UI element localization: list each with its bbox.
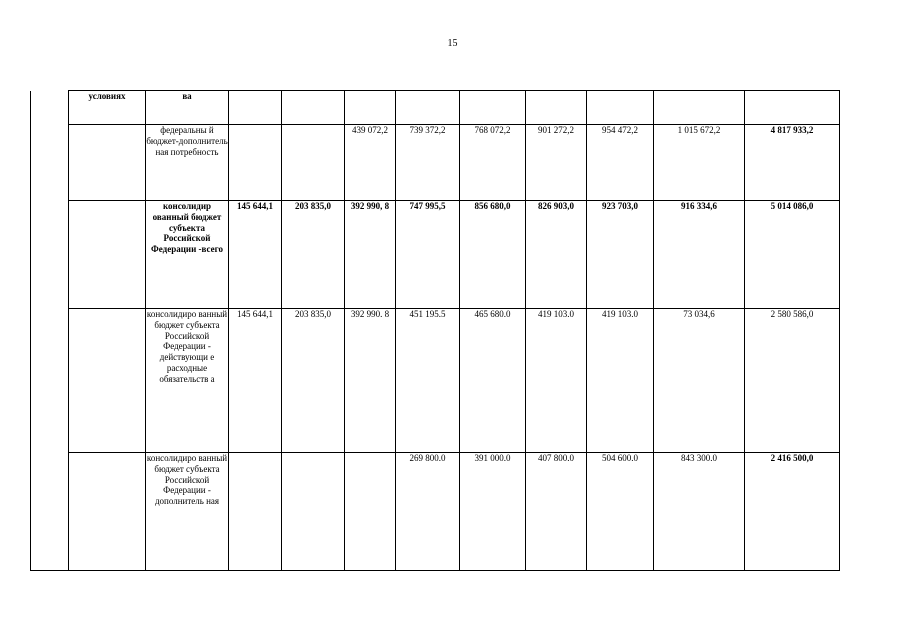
value-cell: 145 644,1	[229, 309, 282, 453]
value-cell: 203 835,0	[282, 309, 345, 453]
value-cell: 2 580 586,0	[745, 309, 840, 453]
category-cell	[69, 201, 146, 309]
header-row	[31, 91, 840, 125]
table-left-margin-cell	[31, 453, 69, 571]
value-cell: 2 416 500,0	[745, 453, 840, 571]
value-cell	[229, 453, 282, 571]
value-cell: 843 300.0	[654, 453, 745, 571]
value-cell: 4 817 933,2	[745, 125, 840, 201]
value-cell: 203 835,0	[282, 201, 345, 309]
value-cell: 73 034,6	[654, 309, 745, 453]
value-cell: 451 195.5	[396, 309, 460, 453]
value-cell	[345, 453, 396, 571]
value-cell: 923 703,0	[587, 201, 654, 309]
value-cell	[229, 91, 282, 125]
value-cell: 954 472,2	[587, 125, 654, 201]
value-cell: 5 014 086,0	[745, 201, 840, 309]
value-cell: 739 372,2	[396, 125, 460, 201]
category-cell	[69, 125, 146, 201]
category-cell	[69, 453, 146, 571]
value-cell: 826 903,0	[526, 201, 587, 309]
table-row	[31, 125, 840, 201]
value-cell: 391 000.0	[460, 453, 526, 571]
table-left-margin-cell	[31, 201, 69, 309]
table-left-margin-cell	[31, 91, 69, 125]
value-cell: 465 680.0	[460, 309, 526, 453]
value-cell: 901 272,2	[526, 125, 587, 201]
value-cell	[587, 91, 654, 125]
row-label-cell: консолидиро ванный бюджет субъекта Российской Федерации - дополнитель ная	[146, 453, 229, 571]
category-cell	[69, 309, 146, 453]
value-cell: 439 072,2	[345, 125, 396, 201]
value-cell: 916 334,6	[654, 201, 745, 309]
value-cell: 419 103.0	[526, 309, 587, 453]
row-label-cell: консолидир ованный бюджет субъекта Российской Федерации -всего	[146, 201, 229, 309]
value-cell: 407 800.0	[526, 453, 587, 571]
value-cell	[282, 91, 345, 125]
value-cell: 856 680,0	[460, 201, 526, 309]
header-label-cell: ва	[146, 91, 229, 125]
value-cell	[396, 91, 460, 125]
table-body	[31, 91, 840, 571]
category-cell: условиях	[69, 91, 146, 125]
value-cell: 504 600.0	[587, 453, 654, 571]
value-cell	[654, 91, 745, 125]
row-label-cell: консолидиро ванный бюджет субъекта Российской Федерации - действующи е расходные обязательств а	[146, 309, 229, 453]
value-cell: 269 800.0	[396, 453, 460, 571]
value-cell: 392 990, 8	[345, 201, 396, 309]
value-cell: 392 990. 8	[345, 309, 396, 453]
value-cell	[745, 91, 840, 125]
value-cell: 419 103.0	[587, 309, 654, 453]
value-cell	[460, 91, 526, 125]
page-number: 15	[447, 38, 458, 49]
value-cell	[526, 91, 587, 125]
value-cell: 1 015 672,2	[654, 125, 745, 201]
value-cell: 747 995,5	[396, 201, 460, 309]
row-label-cell: федеральны й бюджет-дополнитель ная потребность	[146, 125, 229, 201]
value-cell	[282, 453, 345, 571]
table-row	[31, 453, 840, 571]
table-left-margin-cell	[31, 309, 69, 453]
value-cell	[282, 125, 345, 201]
budget-table	[30, 90, 840, 571]
value-cell: 768 072,2	[460, 125, 526, 201]
table-row	[31, 309, 840, 453]
value-cell: 145 644,1	[229, 201, 282, 309]
value-cell	[229, 125, 282, 201]
table-left-margin-cell	[31, 125, 69, 201]
value-cell	[345, 91, 396, 125]
table-row	[31, 201, 840, 309]
